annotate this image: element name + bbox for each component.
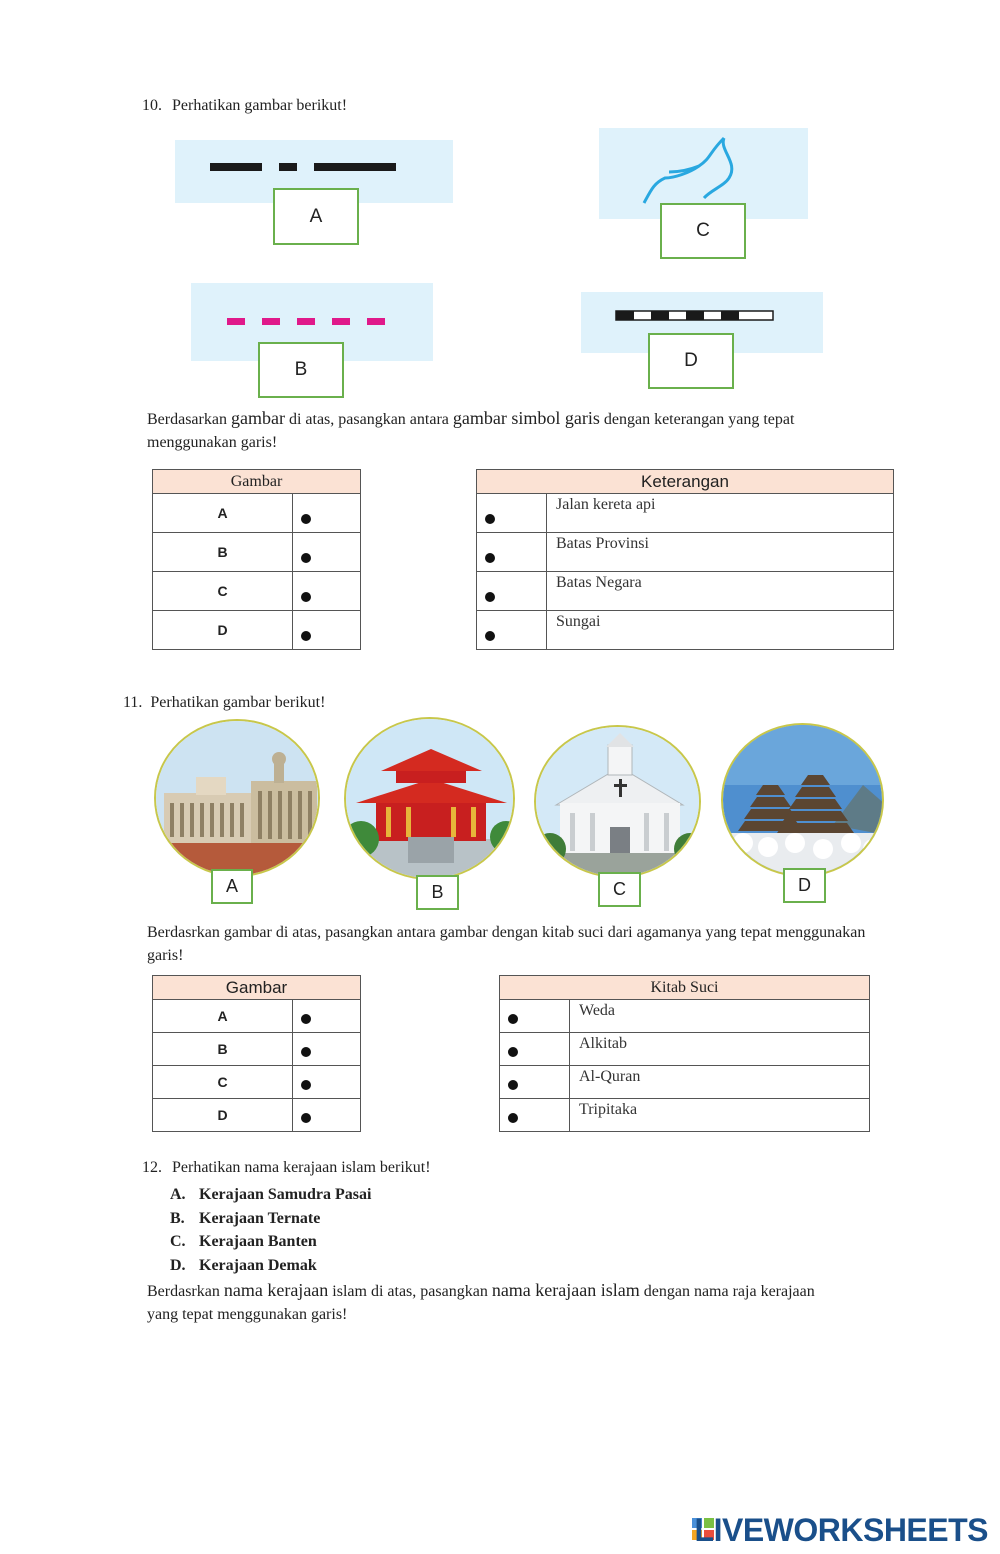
q10-keterangan-table	[476, 469, 894, 650]
match-dot[interactable]	[485, 631, 495, 641]
q10-gambar-table	[152, 469, 361, 650]
q11-gambar-dot[interactable]	[293, 1099, 361, 1132]
q11-number: 11.	[123, 694, 143, 711]
q10-gambar-d: D	[153, 611, 293, 650]
q10-ket-dot[interactable]	[477, 611, 547, 650]
q10-gambar-a: A	[153, 494, 293, 533]
option-letter: A.	[170, 1186, 186, 1203]
option-text: Kerajaan Samudra Pasai	[199, 1186, 372, 1203]
q12-option	[170, 1207, 371, 1231]
option-letter: C.	[170, 1233, 186, 1250]
q12-option	[170, 1254, 371, 1278]
q11-kitab-header: Kitab Suci	[500, 976, 870, 1000]
q11-kitab-2: Alkitab	[570, 1033, 870, 1066]
church-image	[534, 725, 701, 878]
q10-number: 10.	[142, 97, 162, 114]
q12-title: Perhatikan nama kerajaan islam berikut!	[172, 1159, 431, 1176]
mosque-illustration	[156, 721, 320, 877]
match-dot[interactable]	[301, 553, 311, 563]
match-dot[interactable]	[301, 1080, 311, 1090]
q10-ket-dot[interactable]	[477, 572, 547, 611]
q12-number: 12.	[142, 1159, 162, 1176]
match-dot[interactable]	[301, 514, 311, 524]
symbol-c-label: C	[660, 203, 746, 259]
q12-options	[170, 1183, 371, 1277]
image-d-label: D	[783, 868, 826, 903]
q10-title: Perhatikan gambar berikut!	[172, 97, 348, 114]
match-dot[interactable]	[485, 514, 495, 524]
pura-illustration	[723, 725, 884, 877]
q11-kitab-dot[interactable]	[500, 1066, 570, 1099]
q12-instruction	[147, 1279, 847, 1326]
q11-heading	[123, 694, 325, 712]
q11-gambar-dot[interactable]	[293, 1000, 361, 1033]
match-dot[interactable]	[301, 1113, 311, 1123]
match-dot[interactable]	[301, 1047, 311, 1057]
q12-instr-1: Berdasrkan	[147, 1283, 224, 1300]
liveworksheets-brand[interactable]: LIVEWORKSHEETS	[694, 1512, 988, 1548]
match-dot[interactable]	[508, 1113, 518, 1123]
q11-kitab-4: Tripitaka	[570, 1099, 870, 1132]
q11-gambar-header: Gambar	[153, 976, 361, 1000]
q10-keterangan-header: Keterangan	[477, 470, 894, 494]
match-dot[interactable]	[301, 631, 311, 641]
temple-image	[344, 717, 515, 880]
option-text: Kerajaan Ternate	[199, 1209, 321, 1227]
q10-ket-4: Sungai	[547, 611, 894, 650]
image-b-label: B	[416, 875, 459, 910]
q11-instruction: Berdasrkan gambar di atas, pasangkan antara gambar dengan kitab suci dari agamanya yang tepat menggunakan garis!	[147, 924, 866, 964]
q11-kitab-dot[interactable]	[500, 1000, 570, 1033]
q12-heading	[142, 1159, 431, 1177]
q11-gambar-dot[interactable]	[293, 1066, 361, 1099]
q10-instruction	[147, 407, 882, 454]
q12-option	[170, 1230, 371, 1254]
match-dot[interactable]	[508, 1047, 518, 1057]
q10-ket-3: Batas Negara	[547, 572, 894, 611]
q12-option	[170, 1183, 371, 1207]
symbol-d-label: D	[648, 333, 734, 389]
option-text: Kerajaan Banten	[199, 1233, 317, 1250]
q12-instr-2: nama kerajaan	[223, 1280, 329, 1300]
q11-gambar-c: C	[153, 1066, 293, 1099]
q11-gambar-b: B	[153, 1033, 293, 1066]
temple-illustration	[346, 719, 515, 880]
image-a-label: A	[211, 869, 253, 904]
q10-heading	[142, 97, 347, 115]
symbol-a-label: A	[273, 188, 359, 245]
match-dot[interactable]	[508, 1080, 518, 1090]
q10-gambar-dot[interactable]	[293, 494, 361, 533]
q10-instr-2: gambar	[230, 408, 285, 428]
symbol-b-label: B	[258, 342, 344, 398]
match-dot[interactable]	[485, 592, 495, 602]
church-illustration	[536, 727, 701, 878]
q10-gambar-b: B	[153, 533, 293, 572]
q11-title: Perhatikan gambar berikut!	[150, 694, 326, 711]
q10-ket-dot[interactable]	[477, 494, 547, 533]
q12-instr-4: nama kerajaan islam	[491, 1280, 640, 1300]
q10-ket-dot[interactable]	[477, 533, 547, 572]
q11-kitab-dot[interactable]	[500, 1033, 570, 1066]
q11-kitab-3: Al-Quran	[570, 1066, 870, 1099]
q10-instr-1: Berdasarkan	[147, 411, 231, 428]
q10-gambar-dot[interactable]	[293, 533, 361, 572]
match-dot[interactable]	[508, 1014, 518, 1024]
q12-instr-3: islam di atas, pasangkan	[328, 1283, 492, 1300]
q11-gambar-table	[152, 975, 361, 1132]
q12-instr-5: dengan nama raja kerajaan yang tepat menggunakan garis!	[147, 1283, 815, 1323]
match-dot[interactable]	[301, 592, 311, 602]
q11-gambar-a: A	[153, 1000, 293, 1033]
q11-kitab-1: Weda	[570, 1000, 870, 1033]
q10-instr-5: dengan keterangan yang tepat menggunakan garis!	[147, 411, 795, 451]
q10-gambar-header: Gambar	[153, 470, 361, 494]
q11-kitab-table	[499, 975, 870, 1132]
q10-gambar-c: C	[153, 572, 293, 611]
option-letter: B.	[170, 1209, 185, 1227]
match-dot[interactable]	[485, 553, 495, 563]
q11-gambar-d: D	[153, 1099, 293, 1132]
q10-gambar-dot[interactable]	[293, 572, 361, 611]
match-dot[interactable]	[301, 1014, 311, 1024]
option-text: Kerajaan Demak	[199, 1256, 317, 1274]
q11-kitab-dot[interactable]	[500, 1099, 570, 1132]
mosque-image	[154, 719, 320, 877]
q11-gambar-dot[interactable]	[293, 1033, 361, 1066]
q10-instr-3: di atas, pasangkan antara	[284, 411, 453, 428]
image-c-label: C	[598, 872, 641, 907]
q10-gambar-dot[interactable]	[293, 611, 361, 650]
pura-image	[721, 723, 884, 877]
option-letter: D.	[170, 1256, 186, 1274]
q10-ket-2: Batas Provinsi	[547, 533, 894, 572]
q10-ket-1: Jalan kereta api	[547, 494, 894, 533]
q10-instr-4: gambar simbol garis	[452, 408, 600, 428]
